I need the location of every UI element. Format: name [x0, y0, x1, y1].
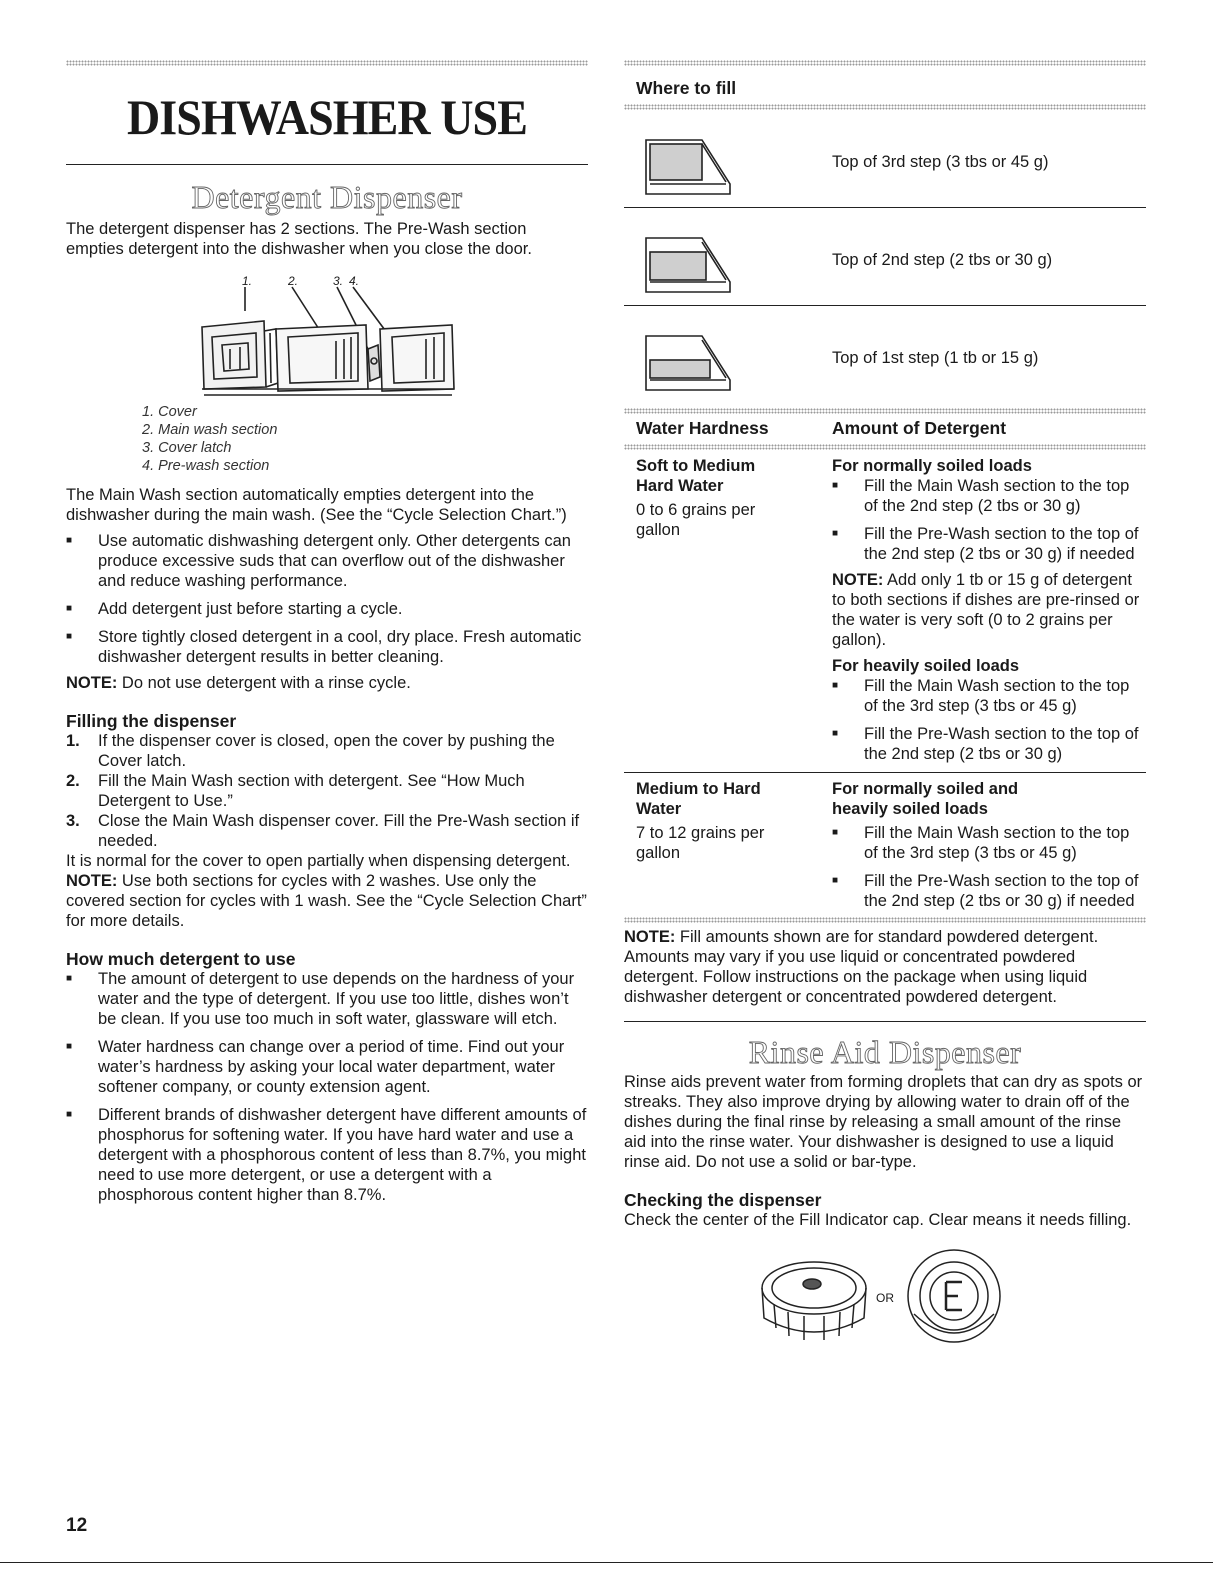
table-cell: [832, 773, 1146, 917]
fill-indicator-e-icon: [902, 1244, 1002, 1354]
main-wash-text: The Main Wash section automatically empties detergent into the dishwasher during the main wash. (See the “Cycle Selection Chart.”): [66, 486, 567, 524]
col-header-water-hardness: Water Hardness: [636, 418, 769, 438]
fill-text: Top of 2nd step (2 tbs or 30 g): [832, 251, 1053, 269]
right-column: [624, 60, 1146, 1374]
normal-bullets: [832, 476, 1146, 564]
list-item: ■ Fill the Pre-Wash section to the top of the 2nd step (2 tbs or 30 g) if needed: [832, 871, 1146, 911]
step-number: 1.: [66, 732, 80, 750]
bottom-rule: [0, 1562, 1213, 1563]
figure-captions: [66, 403, 588, 475]
filling-heading: Filling the dispenser: [66, 711, 237, 731]
list-item: ■ Fill the Main Wash section to the top of the 3rd step (3 tbs or 45 g): [832, 823, 1146, 863]
note-label: NOTE:: [66, 674, 118, 692]
filling-steps: [66, 731, 588, 851]
or-label: OR: [876, 1291, 894, 1305]
list-item: ■ Fill the Pre-Wash section to the top of the 2nd step (2 tbs or 30 g): [832, 724, 1146, 764]
hardness-range: 0 to 6 grains per gallon: [636, 501, 756, 539]
note-label: NOTE:: [832, 571, 884, 589]
checking-heading: Checking the dispenser: [624, 1190, 822, 1210]
caption-main-wash: 2. Main wash section: [142, 422, 278, 438]
fill-text: Top of 1st step (1 tb or 15 g): [832, 349, 1039, 367]
page-number: 12: [66, 1515, 88, 1536]
how-much-heading: How much detergent to use: [66, 949, 296, 969]
note-label: NOTE:: [66, 872, 118, 890]
list-item: [66, 731, 588, 771]
note-text: Use both sections for cycles with 2 washes. Use only the covered section for cycles with 1 wash. See the “Cycle Selection Chart” for more details.: [66, 872, 587, 930]
step-text: Fill the Main Wash section with detergent. See “How Much Detergent to Use.”: [98, 772, 525, 810]
dispenser-drawing: [66, 265, 588, 405]
top-dotted-rule: [66, 60, 588, 66]
list-item: ■ Fill the Main Wash section to the top of the 3rd step (3 tbs or 45 g): [832, 676, 1146, 716]
fill-indicator-cap-icon: [754, 1248, 874, 1358]
table-cell: [832, 450, 1146, 772]
fill-text: Top of 3rd step (3 tbs or 45 g): [832, 153, 1049, 171]
note-text: Fill amounts shown are for standard powdered detergent. Amounts may vary if you use liquid or concentrated powdered detergent. Follow instructions on the package when using liquid dishwasher detergent or concentrated powdered detergent.: [624, 928, 1099, 1006]
normal-heading: For normally soiled loads: [832, 457, 1032, 475]
detergent-intro: The detergent dispenser has 2 sections. The Pre-Wash section empties detergent into the dishwasher when you close the door.: [66, 220, 532, 258]
list-item: ■ Add detergent just before starting a cycle.: [66, 599, 588, 619]
callout-1: 1.: [242, 274, 253, 288]
detergent-dispenser-heading: Detergent Dispenser: [191, 179, 463, 215]
fill-row-3rd-step: [624, 110, 1146, 208]
fill-row-1st-step: [624, 306, 1146, 404]
col-header-amount: Amount of Detergent: [832, 418, 1007, 438]
where-to-fill-list: [624, 110, 1146, 404]
list-item: ■ Store tightly closed detergent in a cool, dry place. Fresh automatic dishwasher detergent results in better cleaning.: [66, 627, 588, 667]
step-text: Close the Main Wash dispenser cover. Fill the Pre-Wash section if needed.: [98, 812, 580, 850]
water-hardness-table: [624, 418, 1146, 917]
hardness-title: Medium to Hard Water: [636, 780, 761, 818]
page-title: DISHWASHER USE: [127, 89, 527, 145]
table-row: [624, 450, 1146, 772]
heavy-bullets: [832, 676, 1146, 764]
table-header-row: [624, 418, 1146, 438]
table-note: [832, 570, 1146, 650]
where-to-fill-heading: Where to fill: [636, 78, 737, 98]
caption-cover-latch: 3. Cover latch: [142, 440, 232, 456]
section-rule: [624, 1021, 1146, 1022]
rinse-aid-text: Rinse aids prevent water from forming droplets that can dry as spots or streaks. They also improve drying by allowing water to drain off of the dishes during the final rinse by releasing a small amount of the rinse aid into the rinse water. Your dishwasher is designed to use a liquid rinse aid. Do not use a solid or bar-type.: [624, 1073, 1143, 1171]
list-item: ■ Fill the Main Wash section to the top of the 2nd step (2 tbs or 30 g): [832, 476, 1146, 516]
list-item: ■ Fill the Pre-Wash section to the top of the 2nd step (2 tbs or 30 g) if needed: [832, 524, 1146, 564]
cup-1st-step-icon: [642, 328, 734, 394]
step-text: If the dispenser cover is closed, open the cover by pushing the Cover latch.: [98, 732, 555, 770]
list-item: [66, 771, 588, 811]
dotted-rule: [624, 917, 1146, 923]
note-text: Do not use detergent with a rinse cycle.: [117, 674, 411, 692]
list-item: [66, 811, 588, 851]
left-column: [66, 60, 588, 1205]
list-item: ■ Different brands of dishwasher detergent have different amounts of phosphorus for softening water. If you have hard water and use a detergent with a phosphorous content of less than 8.7%, you might need to use more detergent, or use a detergent with a phosphorous content higher than 8.7%.: [66, 1105, 588, 1205]
top-dotted-rule: [624, 60, 1146, 66]
detergent-note: [66, 673, 588, 693]
filling-after-text: It is normal for the cover to open partially when dispensing detergent.: [66, 852, 571, 870]
caption-cover: 1. Cover: [142, 404, 197, 420]
list-item: ■ The amount of detergent to use depends on the hardness of your water and the type of detergent. If you use too little, dishes won’t be clean. If you use too much in soft water, glassware will etch.: [66, 969, 588, 1029]
how-much-bullets: [66, 969, 588, 1205]
hardness-title: Soft to Medium Hard Water: [636, 457, 756, 495]
fill-amount-note: [624, 927, 1146, 1007]
fill-indicator-illustration: [624, 1244, 1146, 1374]
fill-row-2nd-step: [624, 208, 1146, 306]
table-cell: [624, 450, 832, 772]
caption-pre-wash: 4. Pre-wash section: [142, 458, 270, 474]
note-label: NOTE:: [624, 928, 676, 946]
checking-text: Check the center of the Fill Indicator cap. Clear means it needs filling.: [624, 1211, 1132, 1229]
table-row: [624, 773, 1146, 917]
rinse-aid-heading: Rinse Aid Dispenser: [748, 1034, 1022, 1070]
step-number: 2.: [66, 772, 80, 790]
list-item: ■ Water hardness can change over a period of time. Find out your water’s hardness by asking your local water department, water softener company, or county extension agent.: [66, 1037, 588, 1097]
note-text: Add only 1 tb or 15 g of detergent to both sections if dishes are pre-rinsed or the water is very soft (0 to 2 grains per gallon).: [832, 571, 1140, 649]
cup-2nd-step-icon: [642, 230, 734, 296]
step-number: 3.: [66, 812, 80, 830]
title-rule: [66, 164, 588, 165]
row2-heading: For normally soiled and heavily soiled loads: [832, 780, 1019, 818]
row2-bullets: [832, 823, 1146, 911]
cup-3rd-step-icon: [642, 132, 734, 198]
filling-note: [66, 871, 588, 931]
detergent-bullets: [66, 531, 588, 667]
dotted-rule: [624, 408, 1146, 414]
callout-3: 3.: [333, 274, 344, 288]
callout-4: 4.: [349, 274, 360, 288]
table-cell: [624, 773, 832, 917]
heavy-heading: For heavily soiled loads: [832, 657, 1020, 675]
callout-2: 2.: [288, 274, 299, 288]
list-item: ■ Use automatic dishwashing detergent only. Other detergents can produce excessive suds that can overflow out of the dishwasher and reduce washing performance.: [66, 531, 588, 591]
detergent-dispenser-illustration: [66, 265, 588, 405]
hardness-range: 7 to 12 grains per gallon: [636, 824, 765, 862]
